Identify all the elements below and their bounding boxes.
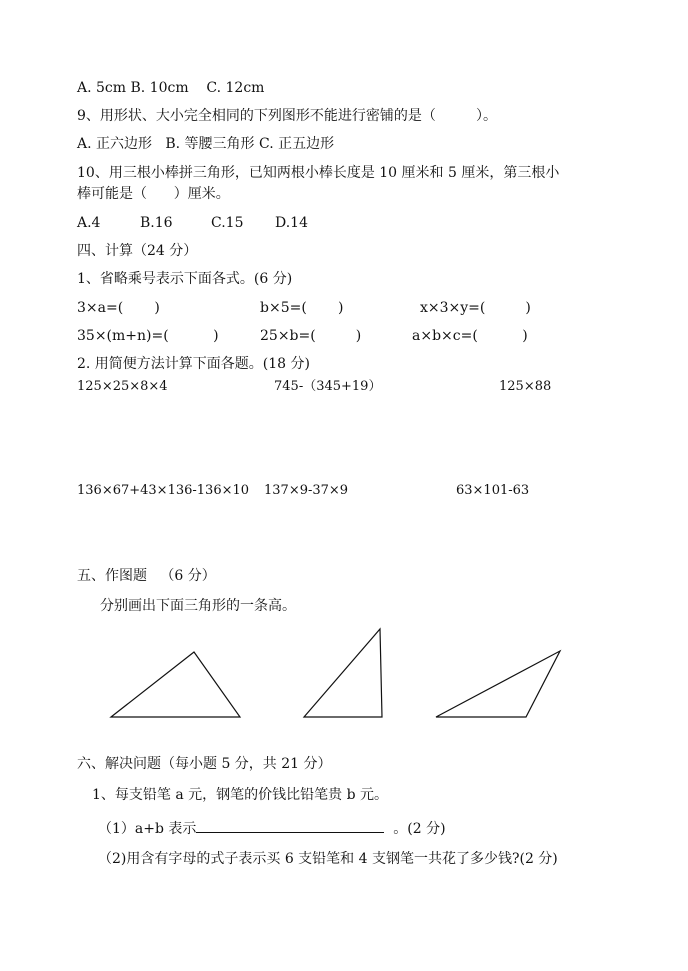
q9-options: A. 正六边形 B. 等腰三角形 C. 正五边形 bbox=[77, 136, 335, 152]
section4-title: 四、计算（24 分） bbox=[77, 243, 198, 259]
s4-q2-expr-5: 137×9-37×9 bbox=[264, 483, 349, 498]
s6-q1-part1 bbox=[98, 818, 446, 838]
s4-q2-expr-3: 125×88 bbox=[499, 379, 552, 394]
q10-option-a: A.4 bbox=[77, 215, 101, 231]
s4-q2-expr-4: 136×67+43×136-136×10 bbox=[77, 483, 250, 498]
s6-q1-part2: （2)用含有字母的式子表示买 6 支铅笔和 4 支钢笔一共花了多少钱?(2 分) bbox=[98, 851, 558, 867]
q9-question: 9、用形状、大小完全相同的下列图形不能进行密铺的是（ ）。 bbox=[77, 108, 497, 124]
s4-q1-item-1: 3×a=( ) bbox=[77, 300, 160, 316]
s6-q1-part1-suffix: 。(2 分) bbox=[384, 821, 446, 837]
triangle-3 bbox=[436, 651, 560, 717]
s4-q1-item-3: x×3×y=( ) bbox=[420, 300, 531, 316]
answer-blank[interactable] bbox=[196, 818, 384, 833]
triangle-2 bbox=[304, 629, 382, 717]
s4-q2-expr-6: 63×101-63 bbox=[456, 483, 530, 498]
s4-q1-item-5: 25×b=( ) bbox=[260, 328, 362, 344]
s4-q2-expr-2: 745-（345+19） bbox=[274, 379, 382, 394]
s4-q1-title: 1、省略乘号表示下面各式。(6 分) bbox=[77, 271, 293, 287]
section6-title: 六、解决问题（每小题 5 分，共 21 分） bbox=[77, 756, 332, 772]
s4-q2-expr-1: 125×25×8×4 bbox=[77, 379, 168, 394]
section5-title: 五、作图题 （6 分） bbox=[77, 568, 216, 584]
s4-q1-item-2: b×5=( ) bbox=[260, 300, 344, 316]
triangle-1 bbox=[111, 652, 240, 717]
s6-q1-part1-prefix: （1）a+b 表示 bbox=[98, 821, 197, 837]
q10-option-b: B.16 bbox=[140, 215, 173, 231]
s4-q1-item-6: a×b×c=( ) bbox=[412, 328, 528, 344]
s6-q1: 1、每支铅笔 a 元，钢笔的价钱比铅笔贵 b 元。 bbox=[92, 787, 389, 803]
q10-question-line1: 10、用三根小棒拼三角形，已知两根小棒长度是 10 厘米和 5 厘米，第三根小 bbox=[77, 165, 560, 181]
q8-options: A. 5cm B. 10cm C. 12cm bbox=[77, 80, 265, 96]
q10-option-c: C.15 bbox=[211, 215, 244, 231]
s4-q2-title: 2. 用简便方法计算下面各题。(18 分) bbox=[77, 356, 310, 372]
s5-instruction: 分别画出下面三角形的一条高。 bbox=[100, 598, 296, 614]
q10-option-d: D.14 bbox=[275, 215, 308, 231]
q10-question-line2: 棒可能是（ ）厘米。 bbox=[77, 186, 230, 202]
s4-q1-item-4: 35×(m+n)=( ) bbox=[77, 328, 219, 344]
